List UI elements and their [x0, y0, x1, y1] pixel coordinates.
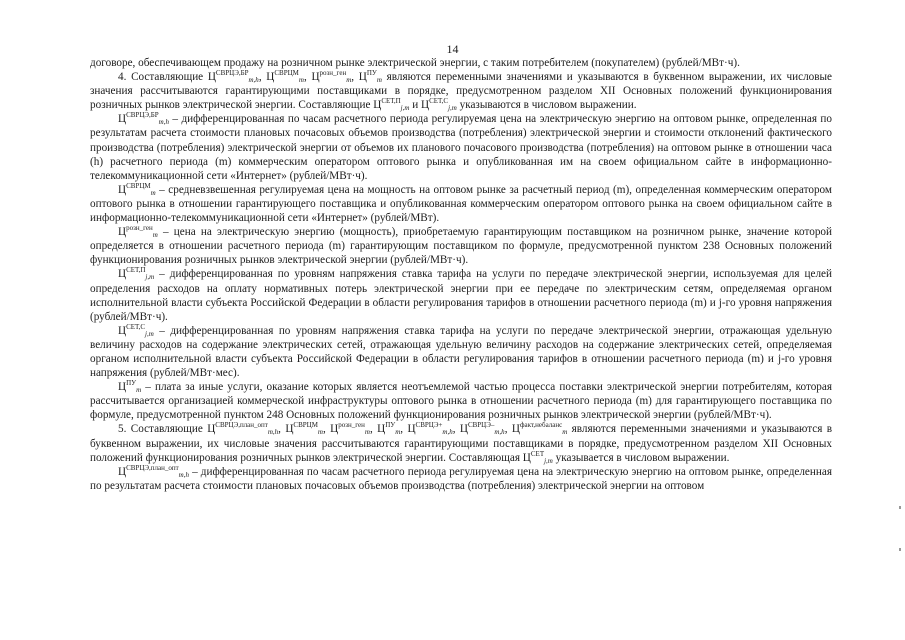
page-number: 14 — [446, 42, 459, 56]
document-body — [90, 56, 832, 493]
definition-svrce-br: $Ц^{СВРЦЭ,БР}_{m,h}$ – дифференцированная по часам расчетного периода регулируемая цена на электрическую энергию на оптовом рынке, определенная по результатам расчета стоимости плановых почасовых объемов производства (потребления) электрической энергии и стоимости отклонений фактического производства (потребления) электрической энергии от объемов их планового почасового производства (потребления) на оптовом рынке в отношении часа (h) расчетного периода (m) коммерческим оператором оптового рынка и опубликованная им на своем официальном сайте в информационно-телекоммуникационной сети «Интернет» (рублей/МВт·ч). — [90, 111, 832, 182]
definition-rozn-gen: $Ц^{розн\_ген}_m$ – цена на электрическую энергию (мощность), приобретаемую гарантирующим поставщиком на розничном рынке, значение которой определяется в отношении расчетного периода (m) гарантирующим поставщиком по формуле, предусмотренной пунктом 238 Основных положений функционирования розничных рынков электрической энергии (рублей/МВт·ч). — [90, 224, 832, 267]
definition-set-s: $Ц^{СЕТ,С}_{j,m}$ – дифференцированная по уровням напряжения ставка тарифа на услуги по передаче электрической энергии, отражающая удельную величину расходов на содержание электрических сетей, отражающая удельную величину расходов на содержание электрических сетей, определяемая органом исполнительной власти субъекта Российской Федерации в области регулирования тарифов в отношении расчетного периода (m) и j-го уровня напряжения (рублей/МВт·мес). — [90, 322, 832, 380]
paragraph-4: 4. Составляющие $Ц^{СВРЦЭ,БР}_{m,h}$, $Ц^{СВРЦМ}_m$, $Ц^{розн\_ген}_m$, $Ц^{ПУ}_m$ являются переменными значениями и указываются в буквенном выражении, их числовые значения рассчитываются гарантирующими поставщиками в порядке, предусмотренном разделом XII Основных положений функционирования розничных рынков электрической энергии. Составляющие $Ц^{СЕТ,П}_{j,m}$ и $Ц^{СЕТ,С}_{j,m}$ указываются в числовом выражении. — [90, 69, 833, 113]
scan-edge-mark — [899, 548, 901, 551]
definition-svrce-plan-opt: $Ц^{СВРЦЭ,план\_опт}_{m,h}$ – дифференцированная по часам расчетного периода регулируемая цена на электрическую энергию на оптовом рынке, определенная по результатам расчета стоимости плановых почасовых объемов производства (потребления) электрической энергии на оптовом — [90, 463, 832, 492]
definition-pu: $Ц^{ПУ}_m$ – плата за иные услуги, оказание которых является неотъемлемой частью процесса поставки электрической энергии потребителям, которая рассчитывается организацией коммерческой инфраструктуры оптового рынка в отношении расчетного периода (m) для гарантирующего поставщика по формуле, предусмотренной пунктом 248 Основных положений функционирования розничных рынков электрической энергии (рублей/МВт·ч). — [90, 379, 832, 422]
paragraph-continuation: договоре, обеспечивающем продажу на розничном рынке электрической энергии, с таким потребителем (покупателем) (рублей/МВт·ч). — [90, 57, 740, 69]
definition-svrcm: $Ц^{СВРЦМ}_m$ – средневзвешенная регулируемая цена на мощность на оптовом рынке за расчетный период (m), определенная коммерческим оператором оптового рынка в отношении гарантирующего поставщика и опубликованная коммерческим оператором оптового рынка на своем официальном сайте в информационно-телекоммуникационной сети «Интернет» (рублей/МВт). — [90, 181, 832, 225]
definition-set-p: $Ц^{СЕТ,П}_{j,m}$ – дифференцированная по уровням напряжения ставка тарифа на услуги по передаче электрической энергии, используемая для целей определения расходов на оплату нормативных потерь электрической энергии при ее передаче по электрическим сетям, определяемая органом исполнительной власти субъекта Российской Федерации в области регулирования тарифов в отношении расчетного периода (m) и j-го уровня напряжения (рублей/МВт·ч). — [90, 266, 832, 323]
paragraph-5: 5. Составляющие $Ц^{СВРЦЭ,план\_опт}_{m,h}$, $Ц^{СВРЦМ}_m$, $Ц^{розн\_ген}_m$, $Ц^{ПУ}_m$, $Ц^{СВРЦЭ+}_{m,h}$, $Ц^{СВРЦЭ-}_{m,h}$, $Ц^{факт,небаланс}_m$ являются переменными значениями и указываются в буквенном выражении, их числовые значения рассчитываются гарантирующими поставщиками в порядке, предусмотренном разделом XII Основных положений функционирования розничных рынков электрической энергии. Составляющая $Ц^{СЕТ}_{j,m}$ указывается в числовом выражении. — [90, 421, 833, 465]
scan-edge-mark — [899, 506, 901, 509]
